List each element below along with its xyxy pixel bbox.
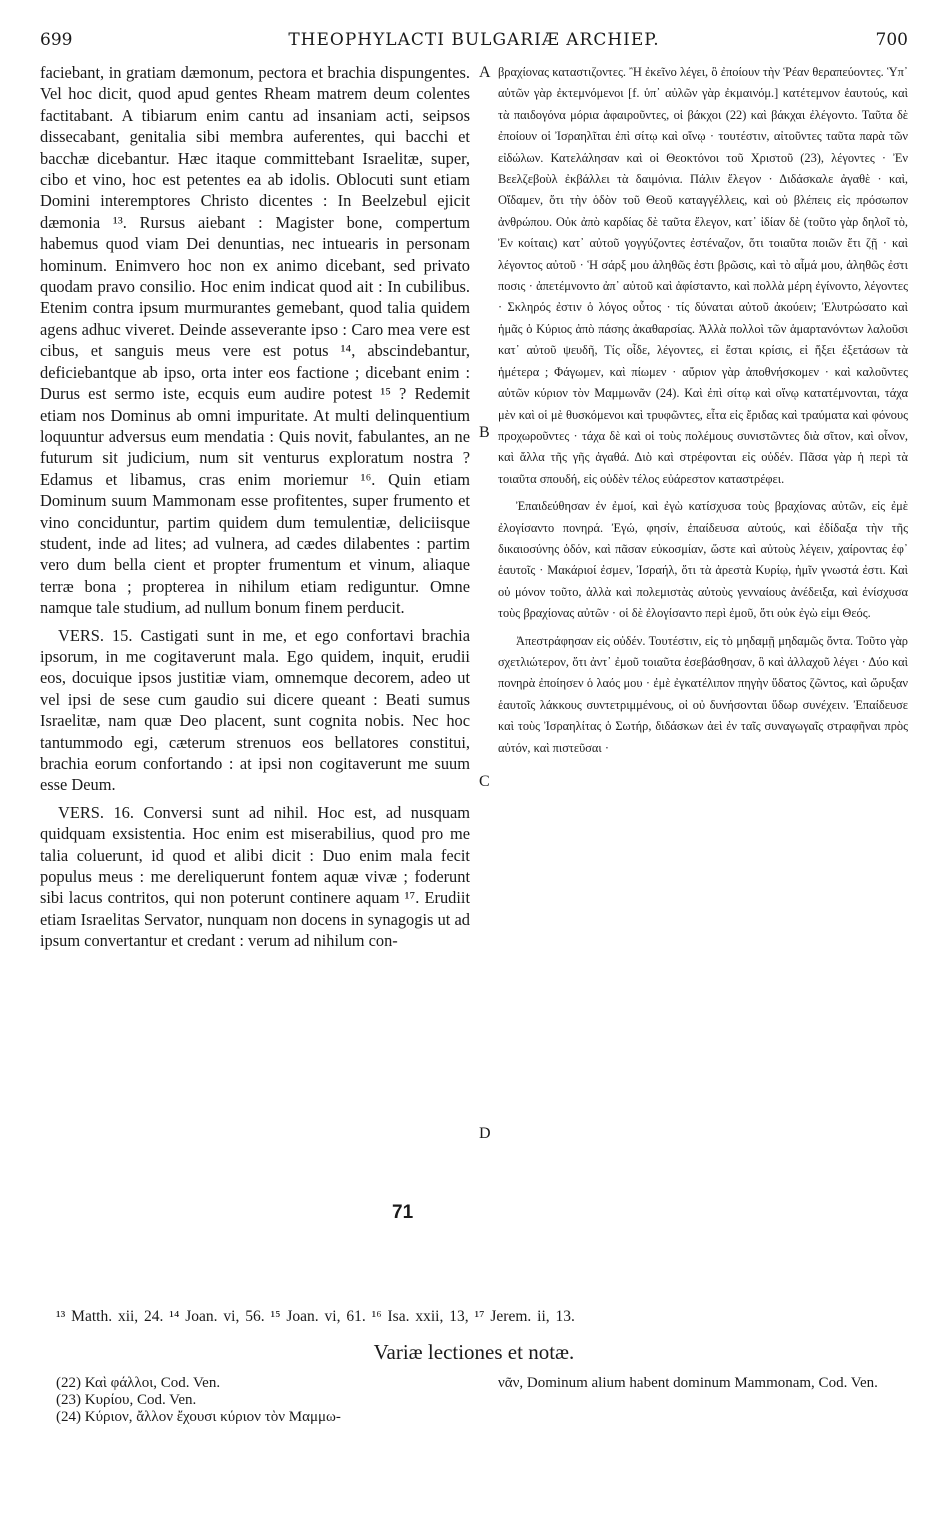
variae-lectiones-heading: Variæ lectiones et notæ.	[373, 1340, 575, 1364]
greek-paragraph-1: βραχίονας καταστιζοντες. Ἢ ἐκεῖνο λέγει, ὃ ἐποίουν τὴν Ῥέαν θεραπεύοντες. Ὑπ᾽ αὐτῶν γὰρ ἐκτεμνόμενοι [f. ὑπ᾽ αὐλῶν γὰρ ἐκμαινόμ.] κατέτεμνον ἑαυτούς, καὶ τὰ παιδογόνα μόρια ἀφαιροῦντες, οἱ βάκχοι (22) καὶ βάκχαι ἐλέγοντο. Ταῦτα δὲ ἐποίουν οἱ Ἰσραηλῖται ἐπὶ σίτῳ καὶ οἴνῳ · τουτέστιν, αἰτοῦντες ταῦτα παρὰ τῶν εἰδώλων. Κατελάλησαν καὶ οἱ Θεοκτόνοι τοῦ Χριστοῦ (23), λέγοντες · Ἐν Βεελζεβοὺλ ἐκβάλλει τὰ δαιμόνια. Πάλιν ἔλεγον · Διδάσκαλε ἀγαθὲ · καὶ, Οἴδαμεν, ὅτι τὴν ὁδὸν τοῦ Θεοῦ καταγγέλλεις, καὶ οὐ βλέπεις εἰς πρόσωπον ἀνθρώπου. Οὐκ ἀπὸ καρδίας δὲ ταῦτα ἔλεγον, κατ᾽ ἰδίαν δὲ (τοῦτο γὰρ δηλοῖ τὸ, Ἐν κοίταις) κατ᾽ αὐτοῦ γογγύζοντες ἐστέναζον, ὅτι τοιαῦτα ποιῶν ἔτι ζῇ · καὶ λέγοντος αὐτοῦ · Ἡ σάρξ μου ἀληθῶς ἐστι βρῶσις, καὶ τὸ αἷμά μου, ἀληθῶς ἐστι ποσις · ἀπετέμνοντο ἀπ᾽ αὐτοῦ καὶ ἀφίσταντο, καὶ πολλὰ μέρη ἐγίνοντο, λέγοντες · Σκληρός ἐστιν ὁ λόγος οὗτος · τίς δύναται αὐτοῦ ἀκούειν; Ἐλυτρώσατο καὶ ἡμᾶς ὁ Κύριος ἀπὸ πάσης ἀκαθαρσίας. Ἀλλὰ πολλοὶ τῶν ἁμαρτανόντων λαλοῦσι κατ᾽ αὐτοῦ ψευδῆ, Τίς οἶδε, λέγοντες, εἰ ἔσται κρίσις, εἰ ἥξει ἐξετάσων τὰ ἡμέτερα ; Φάγωμεν, καὶ πίωμεν · αὔριον γὰρ ἀποθνήσκομεν · καὶ καλοῦντες αὐτῶν κύριον τὸν Μαμμωνᾶν (24). Καὶ ἐπὶ σίτῳ καὶ οἴνῳ κατατέμνονται, τάχα μὲν καὶ οἱ μὲ θυσκόμενοι καὶ τρυφῶντες, εἶτα εἰς ἔριδας καὶ τραύματα καὶ φόνους προχωροῦντες · τάχα δὲ καὶ οἱ τοὺς πολέμους συνιστῶντες διὰ σῖτον, καὶ οἶνον, καὶ ἄλλα τῆς γῆς ἀγαθά. Διὸ καὶ στρέφονται εἰς οὐδέν. Πᾶσα γὰρ ἡ περὶ τὰ τοιαῦτα σπουδή, εἰς οὐδὲν τέλος εὐάρεστον καταστρέφει.	[498, 65, 908, 486]
greek-paragraph-vers-16: Ἀπεστράφησαν εἰς οὐδέν. Τουτέστιν, εἰς τὸ μηδαμῇ μηδαμῶς ὄντα. Τοῦτο γὰρ σχετλιώτερον, ὅτι ἀντ᾽ ἐμοῦ τοιαῦτα ἐσεβάσθησαν, ὃ καὶ ἀλλαχοῦ λέγει · Δύο καὶ πονηρὰ ἐποίησεν ὁ λαός μου · ἐμὲ ἐγκατέλιπον πηγὴν ὕδατος ζῶντος, καὶ ὤρυξαν ἑαυτοῖς λάκκους συντετριμμένους, οἱ οὐ δυνήσονται ὕδωρ συνέχειν. Ἐπαίδευσε καὶ τοὺς Ἰσραηλίτας ὁ Σωτήρ, διδάσκων ἀεὶ ἐν ταῖς συναγωγαῖς στραφῆναι πρὸς αὐτόν, καὶ πιστεῦσαι ·	[498, 633, 908, 755]
variant-note-23: (23) Κυρίου, Cod. Ven.	[56, 1392, 197, 1408]
latin-paragraph-1: faciebant, in gratiam dæmonum, pectora et brachia dispungentes. Vel hoc dicit, quod apud gentes Rheam matrem deum colentes factitabant. A tibiarum enim cantu ad insaniam acti, seipsos dissecabant, genitalia sibi membra auferentes, qui bacchi et bacchæ dicebantur. Hæc itaque committebant Israelitæ, super, cibo et vino, hoc est petentes ea ab idolis. Oblocuti sunt etiam Domini interemptores Christo dicentes : In Beelzebul ejicit dæmonia ¹³. Rursus aiebant : Magister bone, compertum habemus quod viam Dei denuntias, nec intuearis in personam hominum. Enimvero hoc non ex animo dicebant, sed privato quodam pravo consilio. Hoc enim indicat quod ait : In cubilibus. Etenim contra ipsum murmurantes gemebant, quod talia quidem agens adhuc viveret. Deinde asseverante ipso : Caro mea vere est cibus, et sanguis meus vere est potus ¹⁴, abscindebantur, deficiebantque ab ipso, orta inter eos factione ; dicebant enim : Durus est sermo iste, ecquis eum audire potest ¹⁵ ? Redemit etiam nos Dominus ab omni impuritate. At multi delinquentium loquuntur adversus eum mendatia : Quis novit, fabulantes, an ne futurum sit judicium, num sit venturus exploratum nostra ? Edamus et libamus, cras enim moriemur ¹⁶. Quin etiam Dominum suum Mammonam esse profitentes, super frumento et vino conciduntur, partim quidem dum temulentiæ, deliciisque student, inde ad lites; ad vulnera, ad cædes dilabentes : partim vero dum bella cient et propter frumentum et vinum, aliaque terræ bona ; propterea in nihilum etiam rediguntur. Omne namque tale studium, ad nullum bonum finem perducit.	[40, 63, 470, 618]
folio-number: 71	[392, 1202, 414, 1223]
latin-column	[40, 62, 470, 952]
greek-paragraph-vers-15: Ἐπαιδεύθησαν ἐν ἐμοί, καὶ ἐγὼ κατίσχυσα τοὺς βραχίονας αὐτῶν, εἰς ἐμὲ ἐλογίσαντο πονηρά. Ἐγώ, φησίν, ἐπαίδευσα αὐτούς, καὶ ἐδίδαξα τὴν τῆς δικαιοσύνης ὁδόν, καὶ πᾶσαν εὐκοσμίαν, ὥστε καὶ αὐτοὺς λέγειν, χαίροντας ἐφ᾽ ἑαυτοῖς · Μακάριοί ἐσμεν, Ἰσραήλ, ὅτι τὰ ἀρεστὰ Κυρίῳ, ἡμῖν γνωστά ἐστι. Καὶ οὐ μόνον τοῦτο, ἀλλὰ καὶ πολεμιστὰς αὐτοὺς γενναίους ἀνέδειξα, καὶ ἐνίσχυσα τοὺς βραχίονας αὐτῶν · οἱ δὲ ἐλογίσαντο περὶ ἐμοῦ, ὅτι οὐκ ἐγὼ εἰμι Θεός.	[498, 499, 908, 621]
margin-marker-c: C	[479, 773, 490, 790]
variant-notes-left	[56, 1375, 476, 1426]
margin-marker-a: A	[479, 64, 491, 81]
margin-marker-b: B	[479, 424, 490, 441]
page-number-left: 699	[40, 30, 73, 50]
latin-paragraph-vers-15: VERS. 15. Castigati sunt in me, et ego confortavi brachia ipsorum, in me cogitaverunt mala. Ego quidem, inquit, erudii eos, docuique ipsos justitiæ viam, omnemque decorem, adeo ut vel ipsi de sese cum gaudio sui dicere queant : Beati sumus Israelitæ, nam quæ Deo placent, sunt cognita nobis. Nec hoc tantummodo egi, cæterum strenuos eos bellatores constitui, brachia eorum confortando : at ipsi non cogitaverunt me suum esse Deum.	[40, 625, 470, 795]
latin-paragraph-vers-16: VERS. 16. Conversi sunt ad nihil. Hoc est, ad nusquam quidquam exsistentia. Hoc enim est miserabilius, quod pro me talia coluerunt, id quod et alibi dicit : Duo enim mala fecit populus meus : me dereliquerunt fontem aquæ vivæ ; foderunt sibi lacus contritos, qui non poterunt continere aquam ¹⁷. Erudiit etiam Israelitas Servator, nunquam non docens in synagogis ut ad ipsum convertantur et credant : verum ad nihilum con-	[40, 802, 470, 951]
greek-column	[498, 62, 908, 759]
running-header	[40, 30, 908, 54]
margin-marker-d: D	[479, 1125, 491, 1142]
variant-note-24-continuation: νᾶν, Dominum alium habent dominum Mammonam, Cod. Ven.	[498, 1375, 878, 1391]
variant-note-22: (22) Καὶ φάλλοι, Cod. Ven.	[56, 1375, 221, 1391]
variant-note-24: (24) Κύριον, ἄλλον ἔχουσι κύριον τὸν Μαμμω-	[56, 1409, 341, 1425]
running-title: THEOPHYLACTI BULGARIÆ ARCHIEP.	[288, 30, 660, 50]
page-number-right: 700	[875, 30, 908, 50]
scripture-footnotes: ¹³ Matth. xii, 24. ¹⁴ Joan. vi, 56. ¹⁵ Joan. vi, 61. ¹⁶ Isa. xxii, 13, ¹⁷ Jerem. ii, 13.	[56, 1308, 575, 1325]
